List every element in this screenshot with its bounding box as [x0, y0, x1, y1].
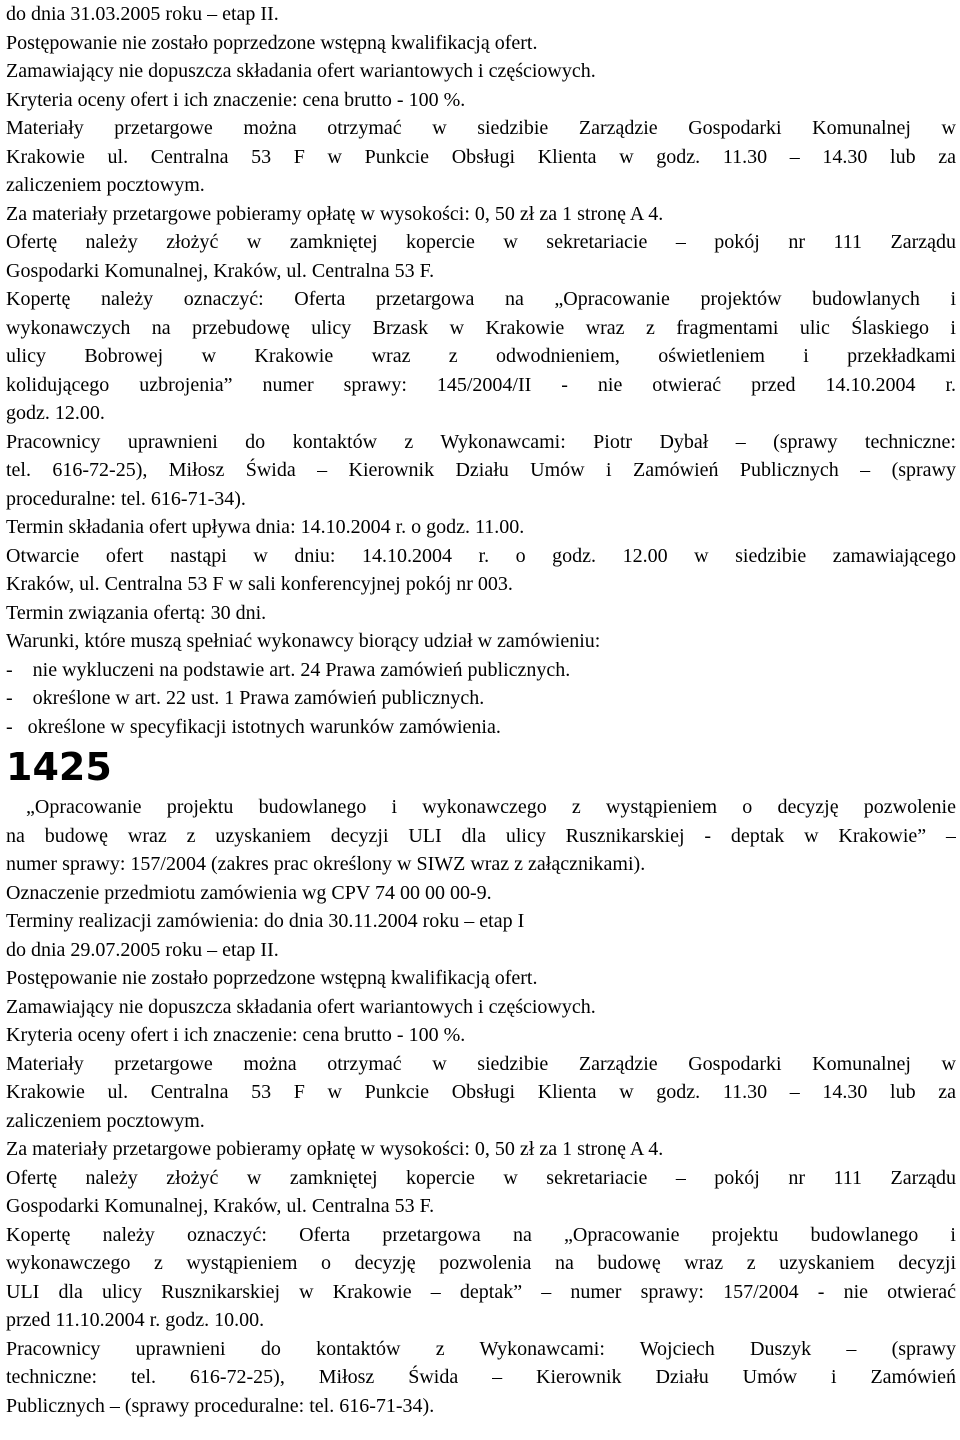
top-text-line: - określone w specyfikacji istotnych warunków zamówienia. [6, 715, 501, 738]
top-text-line: Kryteria oceny ofert i ich znaczenie: cena brutto - 100 %. [6, 88, 466, 111]
bottom-text-line: Oznaczenie przedmiotu zamówienia wg CPV 74 00 00 00-9. [6, 881, 492, 904]
bottom-text-line: ULI dla ulicy Rusznikarskiej w Krakowie – deptak” – numer sprawy: 157/2004 - nie otwierać [6, 1280, 956, 1303]
top-text-line: Za materiały przetargowe pobieramy opłatę w wysokości: 0, 50 zł za 1 stronę A 4. [6, 202, 664, 225]
top-text-line: Warunki, które muszą spełniać wykonawcy biorący udział w zamówieniu: [6, 630, 601, 652]
bottom-text-line: przed 11.10.2004 r. godz. 10.00. [6, 1309, 265, 1331]
bottom-text-line: wykonawczego z wystąpieniem o decyzję pozwolenia na budowę wraz z uzyskaniem decyzji [6, 1252, 956, 1274]
tender-section-1424-tail [6, 0, 956, 741]
top-text-line: ulicy Bobrowej w Krakowie wraz z odwodnieniem, oświetleniem i przekładkami [6, 345, 956, 367]
top-text-line: kolidującego uzbrojenia” numer sprawy: 145/2004/II - nie otwierać przed 14.10.2004 r. [6, 373, 956, 396]
bottom-text-line: „Opracowanie projektu budowlanego i wykonawczego z wystąpieniem o decyzję pozwolenie [26, 796, 956, 818]
bottom-text-line: Krakowie ul. Centralna 53 F w Punkcie Obsługi Klienta w godz. 11.30 – 14.30 lub za [6, 1081, 956, 1103]
top-text-line: Termin składania ofert upływa dnia: 14.10.2004 r. o godz. 11.00. [6, 516, 525, 538]
top-text-line: - określone w art. 22 ust. 1 Prawa zamówień publicznych. [6, 687, 485, 709]
bottom-text-line: Za materiały przetargowe pobieramy opłatę w wysokości: 0, 50 zł za 1 stronę A 4. [6, 1138, 664, 1160]
top-text-line: Krakowie ul. Centralna 53 F w Punkcie Obsługi Klienta w godz. 11.30 – 14.30 lub za [6, 145, 956, 168]
top-text-line: Termin związania ofertą: 30 dni. [6, 601, 267, 624]
bottom-text-line: do dnia 29.07.2005 roku – etap II. [6, 938, 279, 961]
bottom-text-line: numer sprawy: 157/2004 (zakres prac określony w SIWZ wraz z załącznikami). [6, 853, 646, 875]
bottom-text-line: zaliczeniem pocztowym. [6, 1109, 205, 1132]
bottom-text-line: Kryteria oceny ofert i ich znaczenie: cena brutto - 100 %. [6, 1024, 466, 1046]
top-text-line: Ofertę należy złożyć w zamkniętej kopercie w sekretariacie – pokój nr 111 Zarządu [6, 231, 956, 253]
top-text-line: Materiały przetargowe można otrzymać w siedzibie Zarządzie Gospodarki Komunalnej w [6, 117, 956, 139]
top-text-line: do dnia 31.03.2005 roku – etap II. [6, 3, 279, 25]
bottom-text-line: Pracownicy uprawnieni do kontaktów z Wykonawcami: Wojciech Duszyk – (sprawy [6, 1337, 956, 1360]
section-number-heading: 1425 [6, 745, 112, 789]
bottom-text-line: Ofertę należy złożyć w zamkniętej kopercie w sekretariacie – pokój nr 111 Zarządu [6, 1166, 956, 1189]
bottom-text-line: Postępowanie nie zostało poprzedzone wstępną kwalifikacją ofert. [6, 967, 538, 989]
bottom-text-line: techniczne: tel. 616-72-25), Miłosz Świda – Kierownik Działu Umów i Zamówień [6, 1366, 956, 1388]
tender-section-1425 [6, 793, 956, 1420]
top-text-line: wykonawczych na przebudowę ulicy Brzask w Krakowie wraz z fragmentami ulic Ślaskiego i [6, 316, 956, 339]
top-text-line: Zamawiający nie dopuszcza składania ofert wariantowych i częściowych. [6, 60, 596, 82]
top-text-line: tel. 616-72-25), Miłosz Świda – Kierownik Działu Umów i Zamówień Publicznych – (sprawy [6, 459, 956, 481]
top-text-line: Kopertę należy oznaczyć: Oferta przetargowa na „Opracowanie projektów budowlanych i [6, 288, 956, 310]
bottom-text-line: na budowę wraz z uzyskaniem decyzji ULI dla ulicy Rusznikarskiej - deptak w Krakowie” – [6, 824, 956, 847]
bottom-text-line: Materiały przetargowe można otrzymać w siedzibie Zarządzie Gospodarki Komunalnej w [6, 1052, 956, 1075]
bottom-text-line: Publicznych – (sprawy proceduralne: tel. 616-71-34). [6, 1394, 435, 1417]
top-text-line: - nie wykluczeni na podstawie art. 24 Prawa zamówień publicznych. [6, 658, 571, 681]
top-text-line: godz. 12.00. [6, 402, 105, 424]
top-text-line: Pracownicy uprawnieni do kontaktów z Wykonawcami: Piotr Dybał – (sprawy techniczne: [6, 430, 956, 453]
top-text-line: Postępowanie nie zostało poprzedzone wstępną kwalifikacją ofert. [6, 31, 538, 54]
bottom-text-line: Kopertę należy oznaczyć: Oferta przetargowa na „Opracowanie projektu budowlanego i [6, 1223, 956, 1246]
top-text-line: Otwarcie ofert nastąpi w dniu: 14.10.2004 r. o godz. 12.00 w siedzibie zamawiającego [6, 544, 956, 567]
bottom-text-line: Zamawiający nie dopuszcza składania ofert wariantowych i częściowych. [6, 995, 596, 1018]
top-text-line: Gospodarki Komunalnej, Kraków, ul. Centralna 53 F. [6, 259, 435, 282]
top-text-line: Kraków, ul. Centralna 53 F w sali konferencyjnej pokój nr 003. [6, 573, 513, 595]
bottom-text-line: Gospodarki Komunalnej, Kraków, ul. Centralna 53 F. [6, 1195, 435, 1217]
top-text-line: proceduralne: tel. 616-71-34). [6, 487, 246, 510]
bottom-text-line: Terminy realizacji zamówienia: do dnia 30.11.2004 roku – etap I [6, 910, 525, 932]
top-text-line: zaliczeniem pocztowym. [6, 174, 205, 196]
